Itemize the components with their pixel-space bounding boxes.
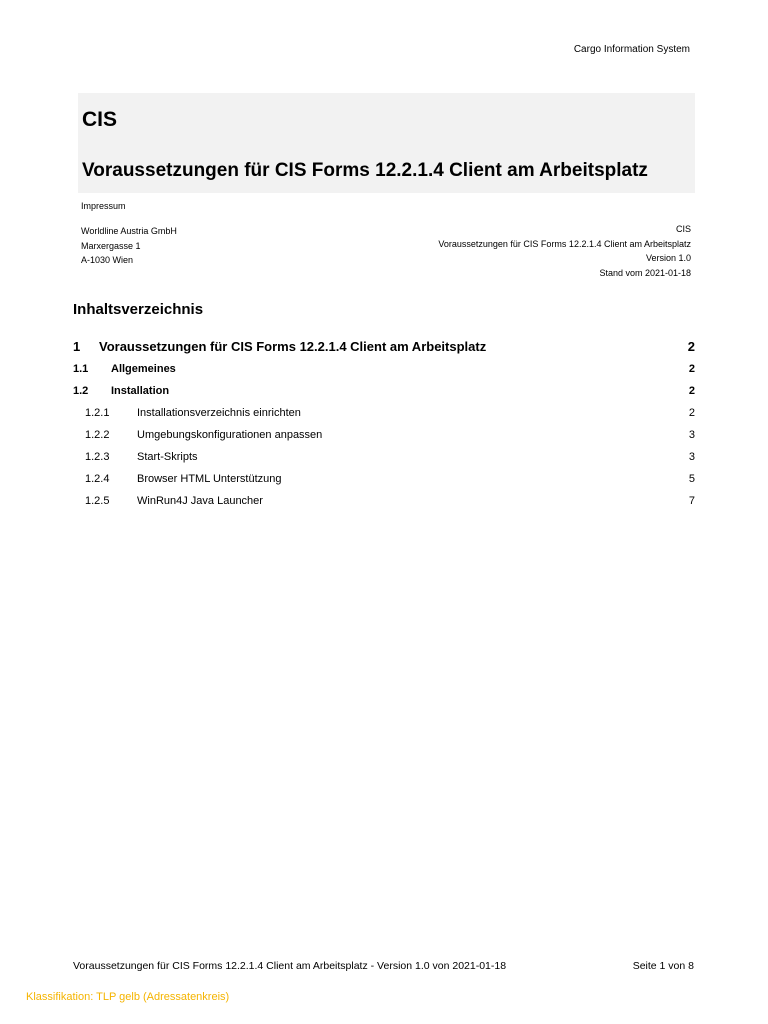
toc-entry-page: 7: [688, 495, 695, 507]
toc-entry[interactable]: [73, 358, 695, 380]
toc-entry-page: 5: [688, 473, 695, 485]
meta-product: CIS: [675, 224, 691, 234]
toc-entry-page: 2: [688, 407, 695, 419]
toc-entry[interactable]: [73, 424, 695, 446]
toc-entry-page: 2: [688, 385, 695, 397]
toc-entry-number: 1.2.5: [85, 495, 110, 507]
document-title: CIS: [82, 108, 118, 131]
toc-entry[interactable]: [73, 468, 695, 490]
toc-entry-number: 1.2: [73, 385, 89, 397]
toc-entry[interactable]: [73, 402, 695, 424]
toc-entry-number: 1.2.1: [85, 407, 110, 419]
title-block: [78, 93, 695, 193]
toc-entry[interactable]: [73, 334, 695, 358]
toc-heading: Inhaltsverzeichnis: [73, 301, 204, 318]
meta-version: Version 1.0: [645, 253, 691, 263]
toc-entry-page: 3: [688, 429, 695, 441]
header-system-name: Cargo Information System: [573, 44, 690, 55]
toc-entry-number: 1.1: [73, 363, 89, 375]
company-city: A-1030 Wien: [81, 255, 134, 265]
toc-entry-title: Start-Skripts: [137, 451, 198, 463]
toc-entry[interactable]: [73, 446, 695, 468]
company-address: [81, 224, 177, 268]
toc-entry-page: 2: [688, 363, 695, 375]
footer-document-line: Voraussetzungen für CIS Forms 12.2.1.4 Client am Arbeitsplatz - Version 1.0 von 2021-01-18: [73, 960, 507, 972]
toc-entry-number: 1.2.3: [85, 451, 110, 463]
toc-entry-number: 1.2.2: [85, 429, 110, 441]
impressum-label: Impressum: [81, 201, 126, 211]
toc-entry-title: Voraussetzungen für CIS Forms 12.2.1.4 Client am Arbeitsplatz: [99, 338, 487, 354]
document-subtitle: Voraussetzungen für CIS Forms 12.2.1.4 Client am Arbeitsplatz: [82, 160, 648, 181]
table-of-contents: [73, 334, 695, 512]
toc-entry-title: Allgemeines: [111, 363, 176, 375]
footer-page-info: Seite 1 von 8: [632, 960, 694, 972]
toc-entry-number: 1.2.4: [85, 473, 110, 485]
toc-entry-title: Umgebungskonfigurationen anpassen: [137, 429, 323, 441]
document-meta: [438, 222, 691, 280]
toc-entry-page: 3: [688, 451, 695, 463]
company-street: Marxergasse 1: [81, 240, 141, 251]
toc-entry-title: Browser HTML Unterstützung: [137, 473, 282, 485]
toc-entry-title: WinRun4J Java Launcher: [137, 495, 263, 507]
meta-date: Stand vom 2021-01-18: [599, 267, 691, 278]
classification-label: Klassifikation: TLP gelb (Adressatenkreis): [26, 991, 230, 1003]
company-name: Worldline Austria GmbH: [81, 226, 177, 236]
toc-entry-title: Installation: [111, 385, 170, 397]
toc-entry[interactable]: [73, 490, 695, 512]
meta-doc-title: Voraussetzungen für CIS Forms 12.2.1.4 Client am Arbeitsplatz: [438, 238, 691, 249]
toc-entry-page: 2: [687, 338, 695, 354]
toc-entry-number: 1: [73, 338, 81, 354]
toc-entry[interactable]: [73, 380, 695, 402]
toc-entry-title: Installationsverzeichnis einrichten: [137, 407, 301, 419]
